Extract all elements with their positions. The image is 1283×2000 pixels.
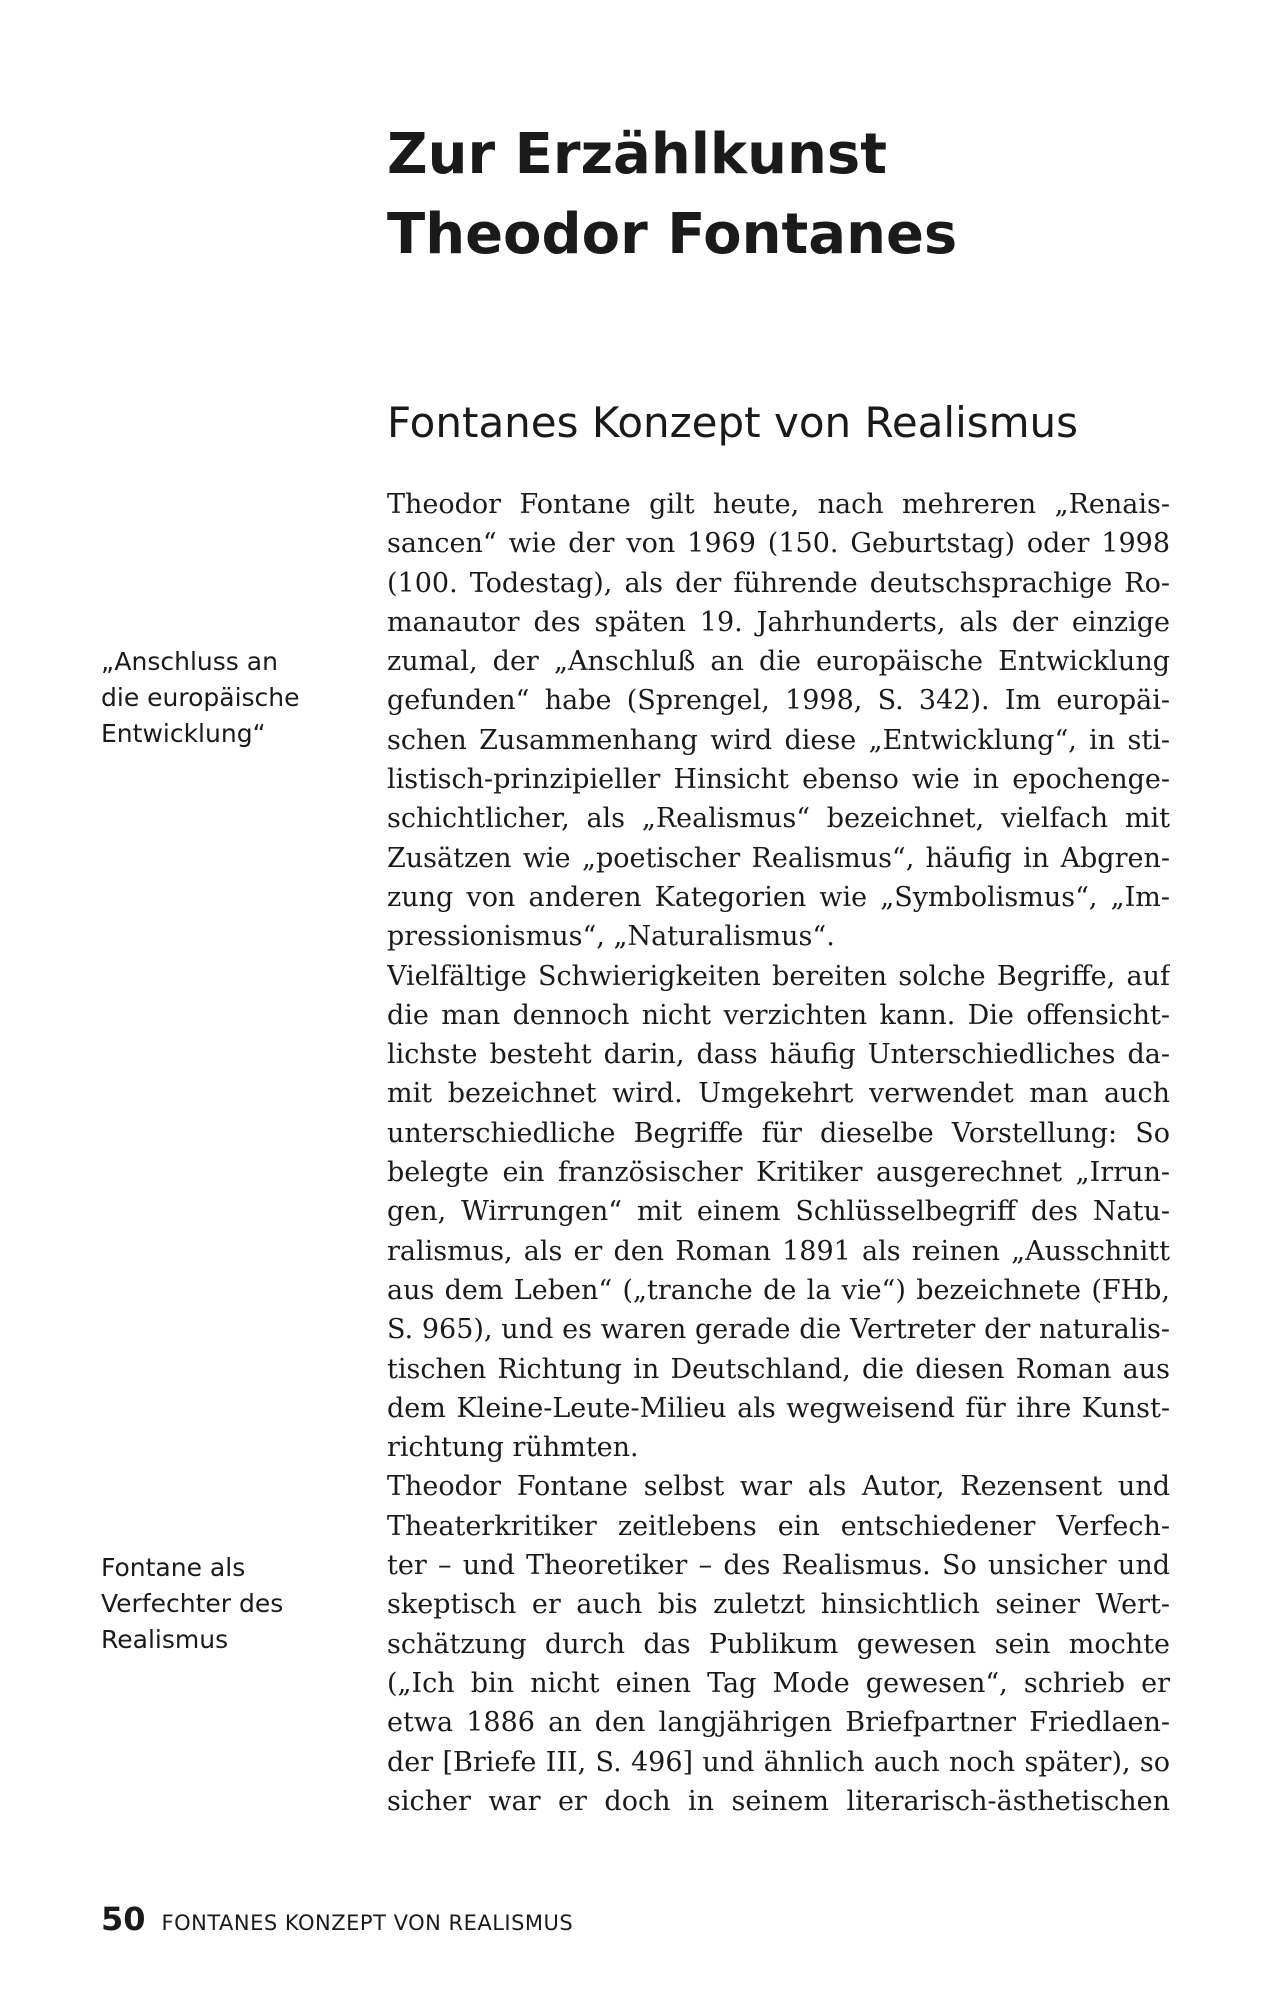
body-line: S. 965), und es waren gerade die Vertreter der naturalis- [387,1314,1170,1346]
margin-note-line: „Anschluss an [101,647,278,676]
body-line: richtung rühmten. [387,1432,639,1464]
body-line: ralismus, als er den Roman 1891 als reinen „Ausschnitt [387,1235,1170,1267]
body-line: gen, Wirrungen“ mit einem Schlüsselbegriff des Natu- [387,1196,1170,1228]
page-number: 50 [101,1900,146,1938]
body-line: listisch-prinzipieller Hinsicht ebenso wie in epochenge- [387,764,1170,796]
body-line: schätzung durch das Publikum gewesen sein mochte [387,1628,1170,1660]
body-line: sancen“ wie der von 1969 (150. Geburtstag) oder 1998 [387,528,1170,560]
body-text [387,485,1170,1821]
body-line: pressionismus“, „Naturalismus“. [387,921,835,953]
body-line: mit bezeichnet wird. Umgekehrt verwendet man auch [387,1078,1170,1110]
body-line: lichste besteht darin, dass häufig Unterschiedliches da- [387,1039,1170,1071]
body-line: der [Briefe III, S. 496] und ähnlich auch noch später), so [387,1746,1170,1778]
margin-note-realism-advocate [101,1550,341,1658]
margin-note-european-development [101,644,341,752]
body-line: Theodor Fontane selbst war als Autor, Rezensent und [387,1471,1170,1503]
chapter-title [387,115,1207,275]
body-line: etwa 1886 an den langjährigen Briefpartner Friedlaen- [387,1707,1170,1739]
chapter-title-line-2: Theodor Fontanes [387,202,958,267]
margin-note-line: Verfechter des [101,1589,284,1618]
body-line: Zusätzen wie „poetischer Realismus“, häufig in Abgren- [387,842,1170,874]
body-line: zumal, der „Anschluß an die europäische Entwicklung [387,646,1170,678]
body-line: belegte ein französischer Kritiker ausgerechnet „Irrun- [387,1157,1170,1189]
body-line: Vielfältige Schwierigkeiten bereiten solche Begriffe, auf [387,960,1170,992]
body-line: unterschiedliche Begriffe für dieselbe Vorstellung: So [387,1117,1170,1149]
margin-note-line: die europäische [101,683,300,712]
body-line: schichtlicher, als „Realismus“ bezeichnet, vielfach mit [387,803,1170,835]
body-line: („Ich bin nicht einen Tag Mode gewesen“, schrieb er [387,1667,1170,1699]
body-line: dem Kleine-Leute-Milieu als wegweisend für ihre Kunst- [387,1392,1170,1424]
body-line: Theaterkritiker zeitlebens ein entschiedener Verfech- [387,1510,1170,1542]
running-header: FONTANES KONZEPT VON REALISMUS [161,1911,574,1935]
body-line: Theodor Fontane gilt heute, nach mehreren „Renais- [387,489,1170,520]
body-line: aus dem Leben“ („tranche de la vie“) bezeichnete (FHb, [387,1274,1170,1306]
body-line: tischen Richtung in Deutschland, die diesen Roman aus [387,1353,1170,1385]
body-line: manautor des späten 19. Jahrhunderts, als der einzige [387,606,1170,638]
body-line: gefunden“ habe (Sprengel, 1998, S. 342). Im europäi- [387,685,1170,717]
chapter-title-line-1: Zur Erzählkunst [387,122,887,187]
body-line: die man dennoch nicht verzichten kann. Die offensicht- [387,999,1170,1031]
body-line: zung von anderen Kategorien wie „Symbolismus“, „Im- [387,881,1170,913]
margin-note-line: Entwicklung“ [101,719,266,748]
body-line: skeptisch er auch bis zuletzt hinsichtlich seiner Wert- [387,1589,1170,1621]
section-title: Fontanes Konzept von Realismus [387,398,1079,447]
body-line: schen Zusammenhang wird diese „Entwicklung“, in sti- [387,724,1170,756]
margin-note-line: Fontane als [101,1553,246,1582]
body-line: sicher war er doch in seinem literarisch-ästhetischen [387,1785,1170,1817]
page-footer [101,1900,573,1944]
body-line: (100. Todestag), als der führende deutschsprachige Ro- [387,567,1170,599]
body-line: ter – und Theoretiker – des Realismus. So unsicher und [387,1550,1170,1582]
margin-note-line: Realismus [101,1625,229,1654]
